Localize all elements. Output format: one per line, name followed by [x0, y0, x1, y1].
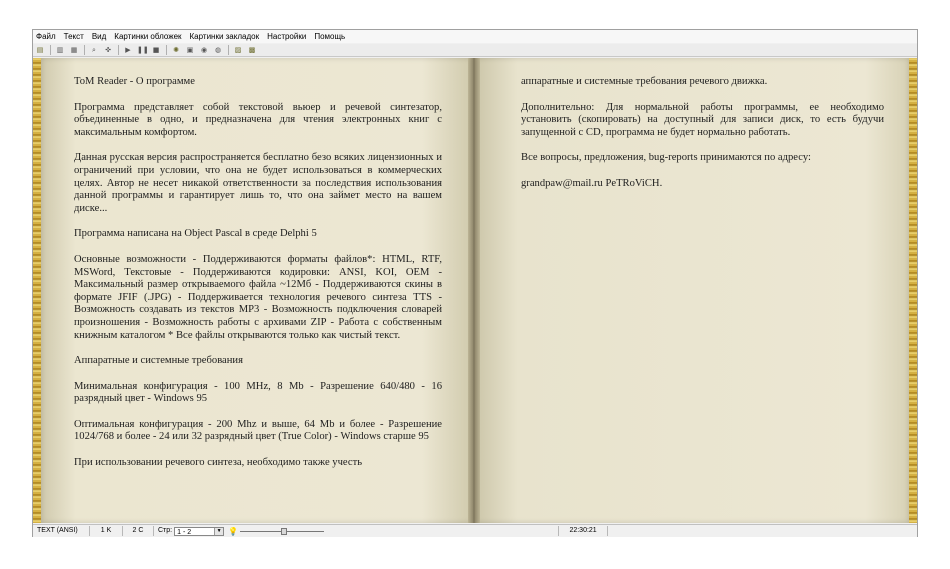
book-border-left	[33, 58, 41, 523]
left-paragraph: Основные возможности - Поддерживаются форматы файлов*: HTML, RTF, MSWord, Текстовые - Поддерживаются кодировки: ANSI, KOI, OEM - Максимальный размер открываемого файла ~12Мб - Поддерживаются скины в формате JFIF (.JPG) - Поддерживается технология речевого синтеза TTS - Возможность создавать из текстов MP3 - Возможность подключения словарей произношения - Возможность работы с архивами ZIP - Работа с собственным книжным каталогом * Все файлы открываются только как чистый текст.	[74, 253, 442, 341]
eye-icon[interactable]: ◉	[200, 45, 208, 54]
menu-text[interactable]: Текст	[63, 32, 84, 41]
menu-cover-images[interactable]: Картинки обложек	[114, 32, 182, 41]
book-spine	[468, 58, 480, 523]
book-icon[interactable]: ▥	[56, 45, 64, 54]
right-page-text	[521, 76, 884, 191]
left-paragraph: При использовании речевого синтеза, необходимо также учесть	[74, 457, 363, 469]
status-pages-label: Стр:	[158, 527, 173, 534]
chevron-down-icon[interactable]: ▼	[214, 528, 223, 535]
toolbar-separator	[166, 45, 167, 55]
search-icon[interactable]: ⌕	[92, 45, 96, 54]
open-icon[interactable]: ▤	[36, 45, 44, 54]
toolbar-separator	[118, 45, 119, 55]
book-border-right	[909, 58, 917, 523]
menu-settings[interactable]: Настройки	[267, 32, 307, 41]
left-paragraph: ToM Reader - О программе	[74, 76, 195, 87]
lightbulb-icon[interactable]: 💡	[228, 526, 239, 536]
book-pages-icon[interactable]: ▦	[70, 45, 78, 54]
toolbar-separator	[50, 45, 51, 55]
left-page[interactable]	[41, 58, 474, 523]
copy-icon[interactable]: ▣	[186, 45, 194, 54]
right-paragraph: grandpaw@mail.ru PeTRoViCH.	[521, 177, 663, 189]
left-paragraph: Оптимальная конфигурация - 200 Mhz и выше, 64 Mb и более - Разрешение 1024/768 и более - 24 или 32 разрядный цвет (True Color) - Windows старше 95	[74, 418, 442, 443]
stop-icon[interactable]: ■	[152, 45, 160, 54]
page-select-value: 1 - 2	[177, 528, 192, 536]
status-spacer	[332, 526, 559, 536]
skin-icon[interactable]: ▩	[248, 45, 256, 54]
toolbar	[33, 44, 917, 57]
toolbar-separator	[228, 45, 229, 55]
left-paragraph: Программа представляет собой текстовой вьюер и речевой синтезатор, объединенные в одно, и предназначена для чтения электронных книг с максимальным комфортом.	[74, 101, 442, 138]
page-select[interactable]	[174, 527, 224, 536]
pause-icon[interactable]: ❚❚	[137, 45, 149, 54]
status-encoding: TEXT (ANSI)	[33, 526, 90, 536]
status-time: 22:30:21	[559, 526, 608, 536]
disk-icon[interactable]: ◍	[214, 45, 222, 54]
menu-view[interactable]: Вид	[91, 32, 107, 41]
app-window	[32, 29, 918, 537]
left-paragraph: Минимальная конфигурация - 100 MHz, 8 Mb - Разрешение 640/480 - 16 разрядный цвет - Windows 95	[74, 380, 442, 405]
image-icon[interactable]: ▨	[234, 45, 242, 54]
book-view	[33, 58, 917, 523]
menu-bookmark-images[interactable]: Картинки закладок	[189, 32, 260, 41]
left-paragraph: Программа написана на Object Pascal в среде Delphi 5	[74, 228, 317, 240]
play-icon[interactable]: ▶	[125, 45, 131, 54]
left-paragraph: Данная русская версия распространяется бесплатно безо всяких лицензионных и ограничений при условии, что она не будет использоваться в коммерческих целях. Автор не несет никакой ответственности за последствия использования данной программы и гарантирует лишь то, что она займет место на вашем диске...	[74, 152, 442, 214]
status-file-size: 1 K	[90, 526, 123, 536]
navigate-icon[interactable]: ✜	[105, 45, 111, 54]
left-page-text	[74, 76, 442, 470]
status-chars: 2 C	[123, 526, 154, 536]
right-paragraph: Дополнительно: Для нормальной работы программы, ее необходимо установить (скопировать) на доступный для записи диск, то есть будучи запущенной с CD, программа не будет нормально работать.	[521, 101, 884, 138]
right-paragraph: Все вопросы, предложения, bug-reports принимаются по адресу:	[521, 152, 811, 164]
settings-icon[interactable]: ✺	[173, 45, 179, 54]
menu-bar	[33, 30, 917, 43]
status-bar	[33, 524, 917, 537]
slider-thumb[interactable]	[281, 528, 287, 535]
menu-help[interactable]: Помощь	[314, 32, 346, 41]
toolbar-separator	[84, 45, 85, 55]
speed-slider[interactable]	[240, 527, 324, 536]
menu-file[interactable]: Файл	[36, 32, 56, 41]
left-paragraph: Аппаратные и системные требования	[74, 355, 243, 367]
right-paragraph: аппаратные и системные требования речевого движка.	[521, 76, 768, 87]
right-page[interactable]	[474, 58, 909, 523]
